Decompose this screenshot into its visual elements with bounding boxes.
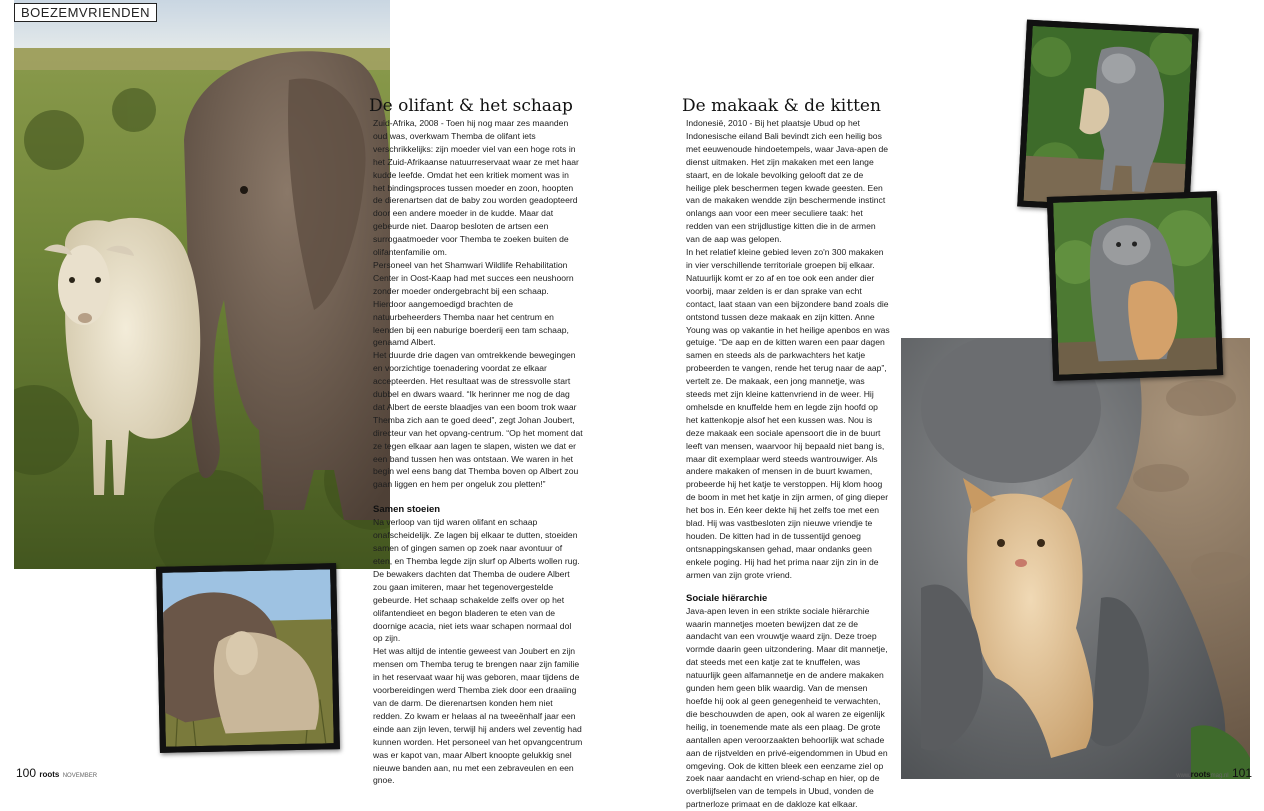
magazine-name-left: roots — [39, 770, 60, 779]
url-prefix-right: www. — [1176, 773, 1191, 779]
elephant-sheep-inset-photo — [156, 563, 340, 753]
footer-left — [16, 766, 97, 780]
elephant-sheep-inset-illustration — [162, 569, 334, 746]
elephant-sheep-illustration — [14, 0, 390, 569]
right-paragraph: Java-apen leven in een strikte sociale hiërarchie waarin mannetjes moeten bewijzen dat ze de aandacht van een vrouwtje waard zijn. Deze troep vormde daarin geen uitzondering. Maar dit mannetje, dat steeds met een katje zat te knuffelen, was natuurlijk geen alfamannetje en de andere makaken gunden hem geen blik waardig. Van de mensen hoefde hij ook al geen genegenheid te verwachten, die beschouwden de apen, ook al waren ze eigenlijk heilig, in toenemende mate als een plaag. De grote aantallen apen veroorzaakten behoorlijk wat schade aan de rijstvelden en privé-eigendommen in Ubud en omgeving. Ook de kitten bleek een eenzame ziel op zoek naar aandacht en vriend-schap en hier, op de overblijfselen van de tempels in Ubud, vonden de partnerloze primaat en de dakloze kat elkaar. — [686, 605, 888, 810]
right-article-body — [686, 117, 890, 811]
macaque-kitten-photo — [901, 338, 1250, 779]
section-label: BOEZEMVRIENDEN — [14, 3, 157, 22]
page-number-right: 101 — [1231, 766, 1252, 780]
left-article-title: De olifant & het schaap — [369, 96, 573, 116]
left-paragraph: Na verloop van tijd waren olifant en schaap onafscheidelijk. Ze lagen bij elkaar te dutten, stoeiden samen of gingen samen op zoek naar avontuur of eten, en Themba legde zijn slurf op Alberts wollen rug. De bewakers dachten dat Themba de oudere Albert zou gaan imiteren, maar het tegenovergestelde gebeurde. Het schaap schakelde zelfs over op het olifantendieet en begon bladeren te eten van de doornige acacia, niet iets waar schapen normaal dol op zijn. — [373, 517, 580, 644]
left-paragraph: Het duurde drie dagen van omtrekkende bewegingen en voorzichtige toenadering voordat ze elkaar accepteerden. Het resultaat was de stressvolle start dubbel en dwars waard. “Ik herinner me nog de dag dat Albert de eerste blaadjes van een boom trok waar Themba zich aan te goed deed”, zegt Johan Joubert, directeur van het opvang-centrum. “Op het moment dat ze tegen elkaar aan lagen te slapen, wisten we dat er een band tussen hen was ontstaan. We waren in het begin wel eens bang dat Themba boven op Albert zou gaan liggen en hem per ongeluk zou pletten!” — [373, 350, 583, 490]
footer-right — [1176, 766, 1252, 780]
right-paragraph: In het relatief kleine gebied leven zo'n 300 makaken in vier verschillende territoriale groepen bij elkaar. Natuurlijk komt er zo af en toe ook een ander dier voorbij, maar zelden is er dan sprake van echt contact, laat staan van een bijzondere band zoals die ontstond tussen deze makaak en zijn kitten. Anne Young was op vakantie in het heilige apenbos en was getuige. “De aap en de kitten waren een paar dagen samen en steeds als de parkwachters het katje probeerden te vangen, rende het terug naar de aap”, vertelt ze. De makaak, een jong mannetje, was steeds met zijn kleine kattenvriend in de weer. Hij omhelsde en knuffelde hem en legde zijn hoofd op het kattenkopje alsof het een kussen was. Nou is deze makaak een sociale apensoort die in de buurt leeft van mensen, waarvoor hij bepaald niet bang is, maar dit exemplaar werd steeds wantrouwiger. Als andere makaken of mensen in de buurt kwamen, probeerde hij het katje te verstoppen. Hij klom hoog de boom in met het katje in zijn armen, of ging dieper het bos in. Eén keer dekte hij het zelfs toe met een blad. Hij was vastbesloten zijn nieuwe vriendje te houden. De kitten had in de tussentijd genoeg ontsnappingskansen gehad, maar ondanks geen enkele poging. Hij had het prima naar zijn zin in de armen van zijn grote vriend. — [686, 247, 890, 580]
left-paragraph: Het was altijd de intentie geweest van Joubert en zijn mensen om Themba terug te brengen naar zijn familie in het reservaat waar hij was geboren, maar tijdens de voorbereidingen werd Themba ziek door een draaiing van de darm. De dierenartsen konden hem niet redden. Zo kwam er helaas al na tweeënhalf jaar een einde aan zijn leven, terwijl hij anders wel zeventig had kunnen worden. Het personeel van het opvangcentrum was er kapot van, maar Albert knoopte gelukkig snel nieuwe banden aan, nu met een zebraveulen en een gnoe. — [373, 646, 583, 786]
monkey-kitten-inset-photo-2 — [1047, 191, 1223, 381]
macaque-kitten-illustration — [901, 338, 1250, 779]
page-number-left: 100 — [16, 766, 37, 780]
monkey-kitten-inset-illustration-2 — [1053, 197, 1217, 374]
left-paragraph: Personeel van het Shamwari Wildlife Rehabilitation Center in Oost-Kaap had met succes een neushoorn zonder moeder ondergebracht bij een schaap. Hierdoor aangemoedigd brachten de natuurbeheerders Themba naar het centrum en leenden bij een naburige boerderij een tam schaap, genaamd Albert. — [373, 259, 574, 348]
left-article-body — [373, 117, 583, 787]
month-left: NOVEMBER — [62, 773, 98, 779]
left-paragraph: Zuid-Afrika, 2008 - Toen hij nog maar zes maanden oud was, overkwam Themba de olifant iets verschrikkelijks: zijn moeder viel van een hoge rots in het Zuid-Afrikaanse natuurreservaat waar ze met haar kudde leefde. Omdat het een kritiek moment was in het bindingsproces tussen moeder en zoon, hoopten de dierenartsen dat de baby zou worden geadopteerd door een andere moeder in de kudde. Maar dat gebeurde niet. Daarop besloten de artsen een surrogaatmoeder voor Themba te zoeken buiten de olifantenfamilie om. — [373, 118, 579, 258]
monkey-kitten-inset-photo-1 — [1017, 20, 1199, 216]
right-subheading: Sociale hiërarchie — [686, 592, 768, 604]
elephant-sheep-photo — [14, 0, 390, 569]
monkey-kitten-inset-illustration-1 — [1024, 26, 1193, 209]
right-article-title: De makaak & de kitten — [682, 96, 881, 116]
magazine-name-right: roots — [1190, 770, 1211, 779]
left-subheading: Samen stoeien — [373, 504, 441, 516]
url-suffix-right: mag.nl — [1210, 773, 1229, 779]
right-paragraph: Indonesië, 2010 - Bij het plaatsje Ubud op het Indonesische eiland Bali bevindt zich een heilig bos met eeuwenoude hindoetempels, waar Java-apen de dienst uitmaken. Het zijn makaken met een lange staart, en de lokale bevolking gelooft dat ze de heilige plek beschermen tegen kwade geesten. Een van de makaken wendde zijn beschermende instinct onlangs aan voor een meer seculiere taak: het redden van een strijdlustige kitten die in de armen van de aap was gelopen. — [686, 118, 889, 245]
